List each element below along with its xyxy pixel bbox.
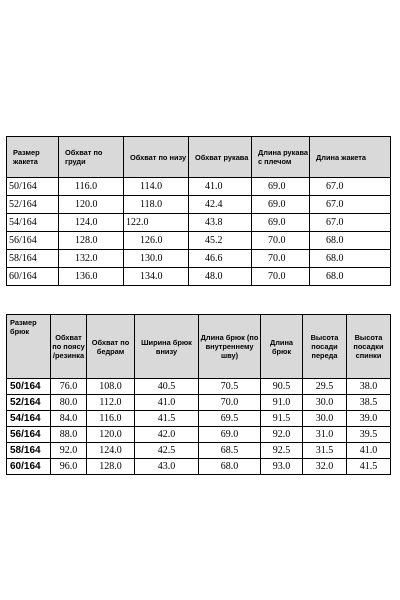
table-cell: 68.0 — [310, 232, 391, 250]
table-cell: 56/164 — [7, 427, 51, 443]
table-cell: 48.0 — [189, 268, 252, 286]
table-cell: 31.5 — [303, 443, 347, 459]
table-row — [7, 196, 391, 214]
table-cell: 120.0 — [87, 427, 135, 443]
table-cell: 70.0 — [252, 268, 310, 286]
table-cell: 67.0 — [310, 178, 391, 196]
table-cell: 69.0 — [252, 214, 310, 232]
table-row — [7, 427, 391, 443]
table-cell: 41.0 — [189, 178, 252, 196]
table-cell: 76.0 — [51, 379, 87, 395]
table-cell: 124.0 — [59, 214, 124, 232]
header-cell: Размер брюк — [7, 315, 51, 379]
table-cell: 29.5 — [303, 379, 347, 395]
pants-size-table — [6, 314, 391, 475]
header-cell: Длина брюк (по внутреннему шву) — [199, 315, 261, 379]
table-row — [7, 459, 391, 475]
table-cell: 68.0 — [310, 268, 391, 286]
table-cell: 69.0 — [252, 178, 310, 196]
header-cell: Размер жакета — [7, 137, 59, 178]
table-row — [7, 395, 391, 411]
table-cell: 56/164 — [7, 232, 59, 250]
table-cell: 31.0 — [303, 427, 347, 443]
table-cell: 42.0 — [135, 427, 199, 443]
table-row — [7, 379, 391, 395]
header-cell: Обхват по низу — [124, 137, 189, 178]
table-cell: 116.0 — [87, 411, 135, 427]
table-cell: 108.0 — [87, 379, 135, 395]
table-cell: 43.8 — [189, 214, 252, 232]
header-cell: Обхват по бедрам — [87, 315, 135, 379]
table-cell: 91.0 — [261, 395, 303, 411]
header-cell: Длина жакета — [310, 137, 391, 178]
table-cell: 120.0 — [59, 196, 124, 214]
header-cell: Длина брюк — [261, 315, 303, 379]
table-cell: 92.0 — [261, 427, 303, 443]
table-cell: 41.5 — [135, 411, 199, 427]
table-cell: 52/164 — [7, 196, 59, 214]
table-cell: 134.0 — [124, 268, 189, 286]
table-cell: 68.0 — [310, 250, 391, 268]
table-cell: 128.0 — [59, 232, 124, 250]
header-cell: Обхват рукава — [189, 137, 252, 178]
table-cell: 50/164 — [7, 178, 59, 196]
table-cell: 41.0 — [135, 395, 199, 411]
table-cell: 40.5 — [135, 379, 199, 395]
table-cell: 30.0 — [303, 395, 347, 411]
table-cell: 60/164 — [7, 268, 59, 286]
table-cell: 39.5 — [347, 427, 391, 443]
table-row — [7, 178, 391, 196]
table-cell: 90.5 — [261, 379, 303, 395]
header-cell: Обхват по поясу /резинка — [51, 315, 87, 379]
table-cell: 30.0 — [303, 411, 347, 427]
table-cell: 38.5 — [347, 395, 391, 411]
table-cell: 118.0 — [124, 196, 189, 214]
table-cell: 32.0 — [303, 459, 347, 475]
pants-header-row — [7, 315, 391, 379]
table-cell: 58/164 — [7, 443, 51, 459]
table-cell: 69.0 — [252, 196, 310, 214]
jacket-size-table — [6, 136, 391, 286]
table-cell: 42.4 — [189, 196, 252, 214]
table-cell: 80.0 — [51, 395, 87, 411]
table-cell: 96.0 — [51, 459, 87, 475]
table-cell: 126.0 — [124, 232, 189, 250]
table-cell: 54/164 — [7, 411, 51, 427]
table-cell: 92.5 — [261, 443, 303, 459]
table-cell: 50/164 — [7, 379, 51, 395]
table-cell: 92.0 — [51, 443, 87, 459]
header-cell: Обхват по груди — [59, 137, 124, 178]
table-row — [7, 232, 391, 250]
table-cell: 70.0 — [252, 232, 310, 250]
jacket-header-row — [7, 137, 391, 178]
table-cell: 42.5 — [135, 443, 199, 459]
table-cell: 41.0 — [347, 443, 391, 459]
table-cell: 52/164 — [7, 395, 51, 411]
table-cell: 70.5 — [199, 379, 261, 395]
header-cell: Высота посади переда — [303, 315, 347, 379]
table-row — [7, 443, 391, 459]
table-cell: 43.0 — [135, 459, 199, 475]
table-cell: 69.5 — [199, 411, 261, 427]
table-cell: 88.0 — [51, 427, 87, 443]
table-cell: 93.0 — [261, 459, 303, 475]
header-cell: Ширина брюк внизу — [135, 315, 199, 379]
table-cell: 54/164 — [7, 214, 59, 232]
table-cell: 67.0 — [310, 214, 391, 232]
table-cell: 84.0 — [51, 411, 87, 427]
table-cell: 68.0 — [199, 459, 261, 475]
table-cell: 116.0 — [59, 178, 124, 196]
table-cell: 70.0 — [199, 395, 261, 411]
table-cell: 128.0 — [87, 459, 135, 475]
table-row — [7, 268, 391, 286]
table-cell: 67.0 — [310, 196, 391, 214]
table-cell: 68.5 — [199, 443, 261, 459]
table-cell: 45.2 — [189, 232, 252, 250]
header-cell: Длина рукава с плечом — [252, 137, 310, 178]
table-cell: 46.6 — [189, 250, 252, 268]
table-cell: 114.0 — [124, 178, 189, 196]
table-cell: 70.0 — [252, 250, 310, 268]
table-cell: 39.0 — [347, 411, 391, 427]
table-cell: 58/164 — [7, 250, 59, 268]
table-cell: 130.0 — [124, 250, 189, 268]
table-cell: 69.0 — [199, 427, 261, 443]
table-cell: 136.0 — [59, 268, 124, 286]
table-cell: 124.0 — [87, 443, 135, 459]
table-row — [7, 250, 391, 268]
table-cell: 91.5 — [261, 411, 303, 427]
table-cell: 41.5 — [347, 459, 391, 475]
table-cell: 122.0 — [124, 214, 189, 232]
table-cell: 38.0 — [347, 379, 391, 395]
table-cell: 132.0 — [59, 250, 124, 268]
table-cell: 112.0 — [87, 395, 135, 411]
table-row — [7, 411, 391, 427]
header-cell: Высота посадки спинки — [347, 315, 391, 379]
table-cell: 60/164 — [7, 459, 51, 475]
table-row — [7, 214, 391, 232]
